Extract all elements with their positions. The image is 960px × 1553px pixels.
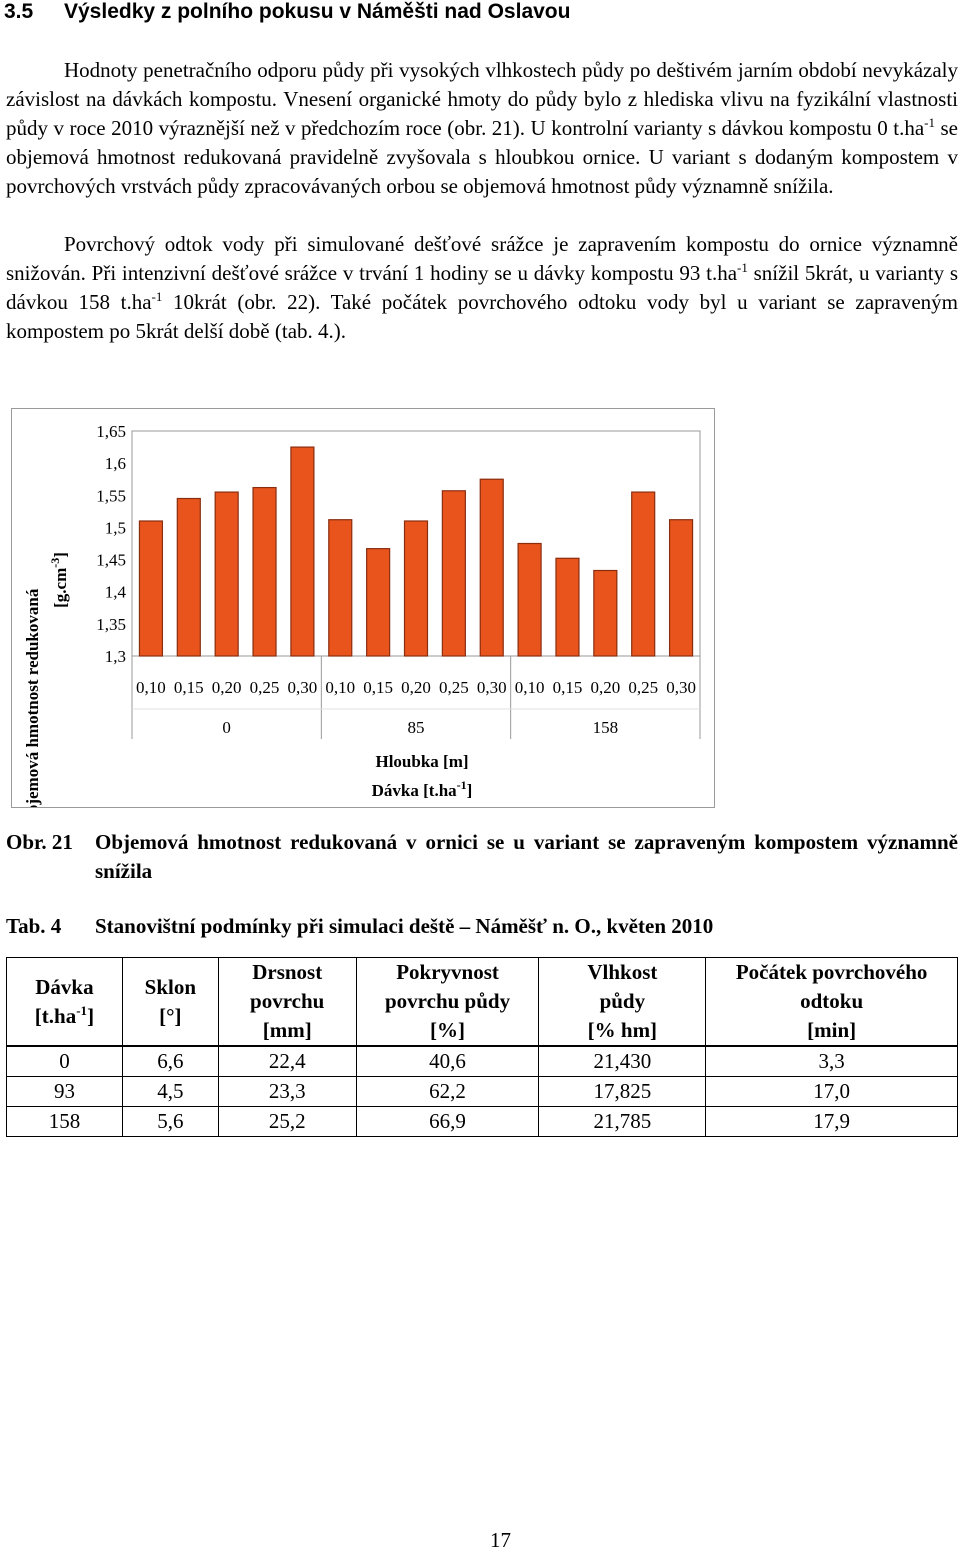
x-tick-label: 0,20 — [401, 678, 431, 697]
y-tick-label: 1,6 — [104, 454, 126, 474]
x-tick-label: 0,30 — [666, 678, 696, 697]
bar — [367, 549, 390, 656]
bar — [139, 521, 162, 656]
x-tick-label: 0,10 — [514, 678, 545, 697]
header-pokryvnost: Pokryvnost povrchu půdy [%] — [356, 958, 539, 1047]
header-pocatek-odtoku: Počátek povrchového odtoku [min] — [706, 958, 958, 1047]
bar — [291, 447, 314, 656]
section-heading — [4, 0, 570, 24]
x-axis-label-dose: Dávka $[t.ha^{-1}]$ — [371, 778, 473, 800]
x-tick-label: 0,25 — [438, 678, 469, 697]
x-tick-label: 0,20 — [590, 678, 621, 697]
bar — [632, 492, 655, 656]
table-row: 93 4,5 23,3 62,2 17,825 17,0 — [7, 1077, 958, 1107]
y-axis-unit-label: $[g.cm^{-3}]$ — [48, 552, 70, 608]
table-caption-text: Stanovištní podmínky při simulaci deště – Náměšť n. O., květen 2010 — [95, 914, 714, 938]
table-row: 158 5,6 25,2 66,9 21,785 17,9 — [7, 1107, 958, 1137]
bar — [594, 571, 617, 657]
x-tick-label: 0,25 — [628, 678, 659, 697]
header-sklon: Sklon [°] — [122, 958, 218, 1047]
chart-svg — [12, 409, 714, 807]
bar — [442, 491, 465, 656]
y-axis-label: Objemová hmotnost redukovaná — [23, 588, 42, 807]
x-tick-label: 0,10 — [325, 678, 356, 697]
bar — [177, 499, 200, 657]
paragraph-1: Hodnoty penetračního odporu půdy při vysokých vlhkostech půdy po deštivém jarním období nevykázaly závislost na dávkách kompostu. Vnesení organické hmoty do půdy bylo z hlediska vlivu na fyzikální vlastnosti půdy v roce 2010 výraznější než v předchozím roce (obr. 21). U kontrolní varianty s dávkou kompostu 0 $t.ha^{-1}$ se objemová hmotnost redukovaná pravidelně zvyšovala s hloubkou ornice. U variant s dodaným kompostem v povrchových vrstvách půdy zpracovávaných orbou se objemová hmotnost půdy významně snížila. — [6, 58, 958, 198]
bar — [556, 558, 579, 656]
header-davka: Dávka $[t.ha^{-1}]$ — [7, 958, 123, 1047]
page-number: 17 — [490, 1528, 511, 1552]
group-label: 158 — [592, 718, 619, 737]
table-caption — [6, 914, 714, 939]
y-tick-label: 1,55 — [96, 486, 126, 506]
paragraph-2: Povrchový odtok vody při simulované dešťové srážce je zapravením kompostu do ornice významně snižován. Při intenzivní dešťové srážce v trvání 1 hodiny se u dávky kompostu 93 $t.ha^{-1}$ snížil 5krát, u varianty s dávkou 158 $t.ha^{-1}$ 10krát (obr. 22). Také počátek povrchového odtoku vody byl u variant se zapraveným kompostem po 5krát delší době (tab. 4.). — [6, 232, 959, 343]
bar — [480, 479, 503, 656]
x-tick-label: 0,30 — [287, 678, 318, 697]
bar — [329, 520, 352, 656]
header-vlhkost: Vlhkost půdy [% hm] — [539, 958, 706, 1047]
table-row: 0 6,6 22,4 40,6 21,430 3,3 — [7, 1046, 958, 1077]
table-caption-label: Tab. 4 — [6, 914, 62, 938]
y-tick-label: 1,4 — [104, 582, 126, 602]
figure-caption-text: Objemová hmotnost redukovaná v ornici se u variant se zapraveným kompostem významně snížila — [95, 830, 958, 883]
x-tick-label: 0,15 — [363, 678, 394, 697]
x-tick-label: 0,15 — [552, 678, 583, 697]
bar — [253, 488, 276, 656]
y-tick-label: 1,5 — [104, 518, 126, 538]
x-tick-label: 0,15 — [173, 678, 204, 697]
bar — [215, 492, 238, 656]
header-drsnost: Drsnost povrchu [mm] — [218, 958, 356, 1047]
y-tick-label: 1,3 — [104, 647, 126, 666]
x-tick-label: 0,20 — [211, 678, 242, 697]
x-tick-label: 0,10 — [136, 678, 166, 697]
section-title: Výsledky z polního pokusu v Náměšti nad Oslavou — [64, 0, 571, 23]
table-header-row — [7, 958, 958, 1047]
y-tick-label: 1,35 — [96, 614, 126, 634]
y-tick-label: 1,45 — [96, 550, 126, 570]
bar — [405, 521, 428, 656]
x-tick-label: 0,25 — [249, 678, 280, 697]
bar-chart — [11, 408, 715, 808]
section-number: 3.5 — [4, 0, 34, 23]
group-label: 85 — [407, 718, 425, 737]
figure-caption-label: Obr. 21 — [6, 830, 73, 854]
x-tick-label: 0,30 — [476, 678, 507, 697]
group-label: 0 — [222, 718, 231, 737]
conditions-table — [6, 957, 958, 1137]
bar — [518, 544, 541, 657]
bar — [670, 520, 693, 656]
y-tick-label: 1,65 — [96, 422, 126, 441]
x-axis-label: Hloubka [m] — [375, 752, 469, 771]
